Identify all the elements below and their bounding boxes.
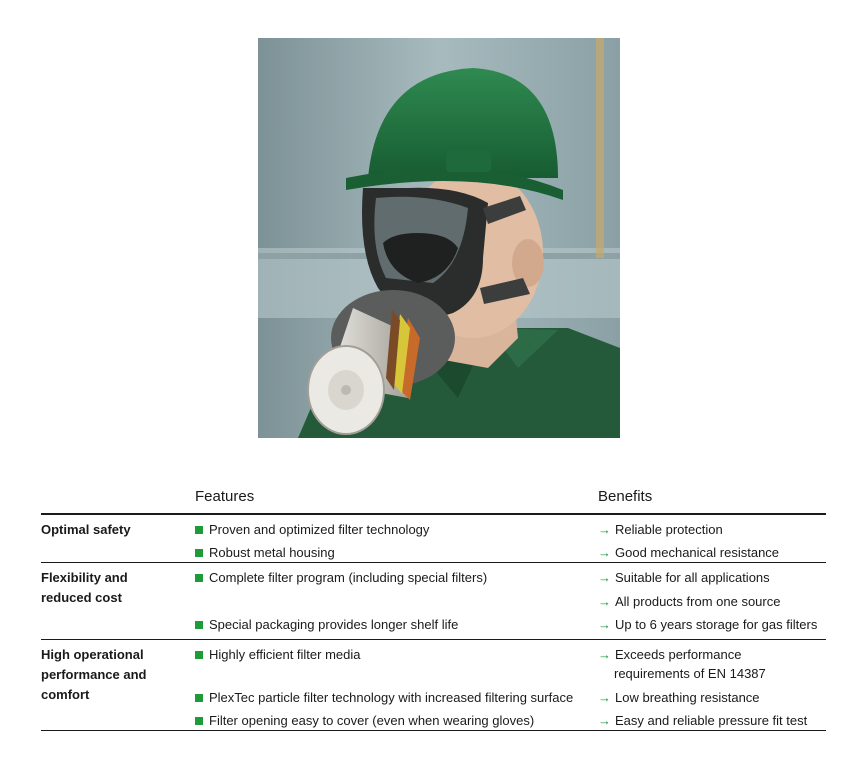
- worker-mask-illustration: [258, 38, 620, 438]
- category-label: Flexibility and reduced cost: [41, 570, 128, 605]
- benefit-item: → Exceeds performance: [598, 647, 742, 662]
- product-photo: [258, 38, 620, 438]
- feature-item: Highly efficient filter media: [195, 645, 361, 665]
- feature-item: PlexTec particle filter technology with increased filtering surface: [195, 688, 573, 708]
- benefit-item-continuation: requirements of EN 14387: [614, 666, 766, 681]
- group-optimal-safety: [41, 515, 826, 563]
- arrow-right-icon: →: [598, 647, 611, 662]
- category-label: High operational performance and comfort: [41, 647, 147, 702]
- arrow-right-icon: →: [598, 713, 611, 728]
- category-label: Optimal safety: [41, 522, 131, 537]
- benefit-item: → All products from one source: [598, 594, 781, 609]
- table-header: [41, 478, 826, 515]
- benefit-item: → Easy and reliable pressure fit test: [598, 713, 808, 728]
- benefit-item: → Up to 6 years storage for gas filters: [598, 617, 818, 632]
- group-high-operational-performance: [41, 640, 826, 731]
- arrow-right-icon: →: [598, 570, 611, 585]
- feature-item: Complete filter program (including special filters): [195, 568, 487, 588]
- features-benefits-table: [41, 478, 826, 731]
- arrow-right-icon: →: [598, 594, 611, 609]
- arrow-right-icon: →: [598, 690, 611, 705]
- benefit-item: → Suitable for all applications: [598, 570, 770, 585]
- arrow-right-icon: →: [598, 522, 611, 537]
- benefit-item: → Good mechanical resistance: [598, 545, 780, 560]
- features-header: Features: [195, 488, 255, 505]
- feature-item: Special packaging provides longer shelf life: [195, 615, 458, 635]
- benefit-item: → Reliable protection: [598, 522, 723, 537]
- feature-item: Filter opening easy to cover (even when wearing gloves): [195, 711, 534, 731]
- benefit-item: → Low breathing resistance: [598, 690, 760, 705]
- arrow-right-icon: →: [598, 545, 611, 560]
- benefits-header: Benefits: [598, 488, 653, 505]
- arrow-right-icon: →: [598, 617, 611, 632]
- feature-item: Proven and optimized filter technology: [195, 520, 429, 540]
- feature-item: Robust metal housing: [195, 543, 335, 563]
- group-flexibility-reduced-cost: [41, 563, 826, 640]
